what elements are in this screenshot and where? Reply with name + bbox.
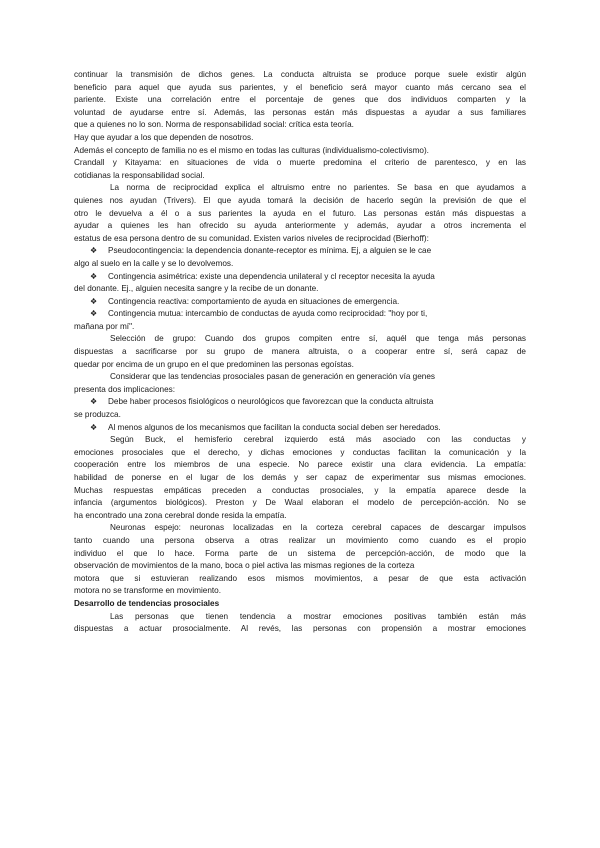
bullet-text: Contingencia mutua: intercambio de conductas de ayuda como reciprocidad: "hoy por ti, (108, 309, 428, 319)
text-line: habilidad de ponerse en el lugar de los demás y ser capaz de experimentar sus mismas emociones. (74, 473, 526, 482)
text-line: La norma de reciprocidad explica el altruismo entre no parientes. Se basa en que ayudamos a (110, 183, 526, 193)
text-line: Selección de grupo: Cuando dos grupos compiten entre sí, aquél que tenga más personas (110, 334, 526, 344)
text-line: tanto cuando una persona observa a otras realizar un movimiento como cuando es el propio (74, 535, 526, 545)
bullet-text: Al menos algunos de los mecanismos que facilitan la conducta social deben ser heredados. (108, 422, 441, 432)
bullet-item (74, 245, 526, 270)
bullet-text: Pseudocontingencia: la dependencia donante-receptor es mínima. Ej, a alguien se le cae (108, 246, 432, 256)
text-line: motora no se transforme en movimiento. (74, 586, 221, 596)
four-diamond-bullet-icon: ❖ (90, 397, 98, 407)
four-diamond-bullet-icon: ❖ (90, 296, 98, 306)
section-heading: Desarrollo de tendencias prosociales (74, 598, 220, 608)
four-diamond-bullet-icon: ❖ (90, 246, 98, 256)
text-line: estatus de esa persona dentro de su comunidad. Existen varios niveles de reciprocidad (Bierhoff): (74, 233, 429, 243)
text-line: otro le devuelva a él o a sus parientes la ayuda en el futuro. Las personas están más dispuestas a (74, 208, 526, 218)
bullet-item (74, 271, 526, 296)
bullet-text: Contingencia asimétrica: existe una dependencia unilateral y cl receptor necesita la ayuda (108, 271, 435, 281)
text-line: Según Buck, el hemisferio cerebral izquierdo está más asociado con las conductas y (110, 435, 526, 445)
bullet-text: mañana por mí". (74, 321, 135, 331)
text-line: beneficio para aquel que ayuda sus parientes, y el beneficio será mayor cuanto más cercano sea el (74, 82, 526, 92)
text-line: cotidianas la responsabilidad social. (74, 170, 205, 180)
text-line: individuo el que lo hace. Forma parte de un sistema de percepción-acción, de modo que la (74, 548, 526, 558)
text-line: Las personas que tienen tendencia a mostrar emociones positivas también están más (110, 611, 526, 621)
text-line: Muchas respuestas empáticas preceden a conductas prosociales, y la empatía aparece desde la (74, 485, 526, 495)
bullet-text: del donante. Ej., alguien necesita sangre y la recibe de un donante. (74, 284, 319, 294)
text-line: Neuronas espejo: neuronas localizadas en la corteza cerebral capaces de descargar impulsos (110, 523, 526, 533)
bullet-item (74, 422, 526, 435)
four-diamond-bullet-icon: ❖ (90, 422, 98, 432)
text-line: cooperación entre los miembros de una especie. No parece existir una clara evidencia. La empatía: (74, 460, 526, 470)
text-line: emociones prosociales que el derecho, y dichas emociones y conductas facilitan la comunicación y la (74, 447, 526, 457)
text-line: Hay que ayudar a los que dependen de nosotros. (74, 132, 254, 142)
text-line: quedar por encima de un grupo en el que predominen las personas egoístas. (74, 359, 354, 369)
bullet-item (74, 396, 526, 421)
bullet-text: se produzca. (74, 410, 121, 420)
text-line: Crandall y Kitayama: en situaciones de vida o muerte predomina el criterio de parentesco, y en las (74, 158, 526, 168)
text-line: presenta dos implicaciones: (74, 384, 176, 394)
text-line: ha encontrado una zona cerebral donde resida la empatía. (74, 510, 287, 520)
text-line: voluntad de ayudarse entre sí. Además, las personas están más dispuestas a ayudar a sus familiares (74, 107, 526, 117)
text-line: motora que si estuvieran realizando esos mismos movimientos, a pesar de que esta activación (74, 573, 526, 583)
document-body (74, 69, 526, 636)
bullet-text: Contingencia reactiva: comportamiento de ayuda en situaciones de emergencia. (108, 296, 400, 306)
text-line: Además el concepto de familia no es el mismo en todas las culturas (individualismo-colectivismo). (74, 145, 429, 155)
text-line: ayudar a quienes les han ofrecido su ayuda anteriormente y además, ayudar a otros incrementa el (74, 221, 526, 231)
four-diamond-bullet-icon: ❖ (90, 271, 98, 281)
bullet-text: algo al suelo en la calle y se lo devolvemos. (74, 258, 234, 268)
text-line: Considerar que las tendencias prosociales pasan de generación en generación vía genes (110, 372, 435, 382)
four-diamond-bullet-icon: ❖ (90, 309, 98, 319)
bullet-item (74, 308, 526, 333)
text-line: dispuestas a sacrificarse por su grupo de manera altruista, o a cooperar entre sí, será capaz de (74, 347, 526, 357)
text-line: pariente. Existe una correlación entre el porcentaje de genes que dos individuos comparten y la (74, 95, 526, 105)
text-line: dispuestas a actuar prosocialmente. Al revés, las personas con propensión a mostrar emociones (74, 624, 526, 634)
text-line: quienes nos ayudan (Trivers). El que ayuda tomará la decisión de hacerlo según la previsión de que el (74, 195, 526, 205)
text-line: continuar la transmisión de dichos genes. La conducta altruista se produce porque suele existir algún (74, 70, 526, 79)
bullet-text: Debe haber procesos fisiológicos o neurológicos que favorezcan que la conducta altruista (108, 397, 434, 407)
text-line: infancia (argumentos biológicos). Preston y De Waal elaboran el modelo de percepción-acción. No se (74, 498, 526, 508)
text-line: que a quienes no lo son. Norma de responsabilidad social: crítica esta teoría. (74, 120, 354, 130)
bullet-item (74, 296, 526, 309)
text-line: observación de movimientos de la mano, boca o piel activa las mismas regiones de la corteza (74, 561, 415, 571)
